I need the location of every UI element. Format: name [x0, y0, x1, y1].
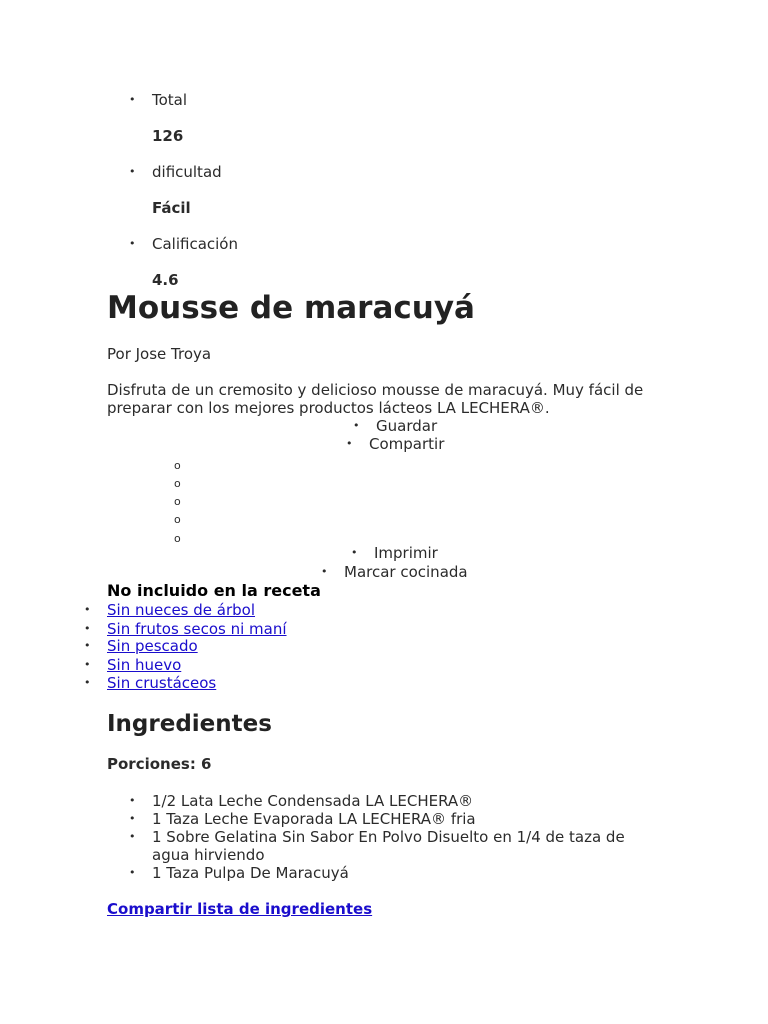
stat-label-difficulty: • dificultad	[152, 163, 222, 181]
not-included-item[interactable]	[107, 620, 287, 638]
page-title: Mousse de maracuyá	[107, 290, 475, 326]
ingredients-list	[152, 792, 652, 882]
ingredients-heading: Ingredientes	[107, 711, 272, 737]
not-included-link-crustaceans[interactable]: Sin crustáceos	[107, 674, 217, 692]
not-included-item[interactable]	[107, 674, 216, 692]
print-button[interactable]: • Imprimir	[374, 544, 438, 562]
share-option-4[interactable]	[174, 509, 181, 529]
ingredient-item: • 1 Taza Pulpa De Maracuyá	[152, 864, 652, 882]
ingredient-item: • 1 Sobre Gelatina Sin Sabor En Polvo Disuelto en 1/4 de taza de agua hirviendo	[152, 828, 652, 864]
not-included-link-nuts-peanuts[interactable]: Sin frutos secos ni maní	[107, 620, 287, 638]
stat-value-difficulty: Fácil	[152, 199, 191, 217]
not-included-link-egg[interactable]: Sin huevo	[107, 656, 182, 674]
stat-label-rating: • Calificación	[152, 235, 238, 253]
share-ingredients-link[interactable]: Compartir lista de ingredientes	[107, 900, 373, 918]
not-included-item[interactable]	[107, 601, 255, 619]
mark-cooked-button[interactable]: • Marcar cocinada	[344, 563, 468, 581]
recipe-description: Disfruta de un cremosito y delicioso mousse de maracuyá. Muy fácil de preparar con los mejores productos lácteos LA LECHERA®.	[107, 381, 644, 417]
not-included-item[interactable]	[107, 637, 198, 655]
recipe-author: Por Jose Troya	[107, 345, 212, 363]
stat-value-total: 126	[152, 127, 184, 145]
share-option-5[interactable]	[174, 528, 181, 548]
stat-label-total: • Total	[152, 91, 187, 109]
ingredient-item: • 1 Taza Leche Evaporada LA LECHERA® fria	[152, 810, 652, 828]
share-option-2[interactable]	[174, 473, 181, 493]
share-option-1[interactable]	[174, 455, 181, 475]
ingredient-item: • 1/2 Lata Leche Condensada LA LECHERA®	[152, 792, 652, 810]
stat-value-rating: 4.6	[152, 271, 179, 289]
not-included-heading: No incluido en la receta	[107, 581, 321, 600]
not-included-link-tree-nuts[interactable]: Sin nueces de árbol	[107, 601, 256, 619]
not-included-item[interactable]	[107, 656, 181, 674]
share-ingredients-link-wrap[interactable]	[107, 900, 372, 918]
servings-label: Porciones: 6	[107, 755, 212, 773]
share-option-3[interactable]	[174, 491, 181, 511]
share-button[interactable]: • Compartir	[369, 435, 444, 453]
not-included-link-fish[interactable]: Sin pescado	[107, 637, 198, 655]
save-button[interactable]: • Guardar	[376, 417, 437, 435]
